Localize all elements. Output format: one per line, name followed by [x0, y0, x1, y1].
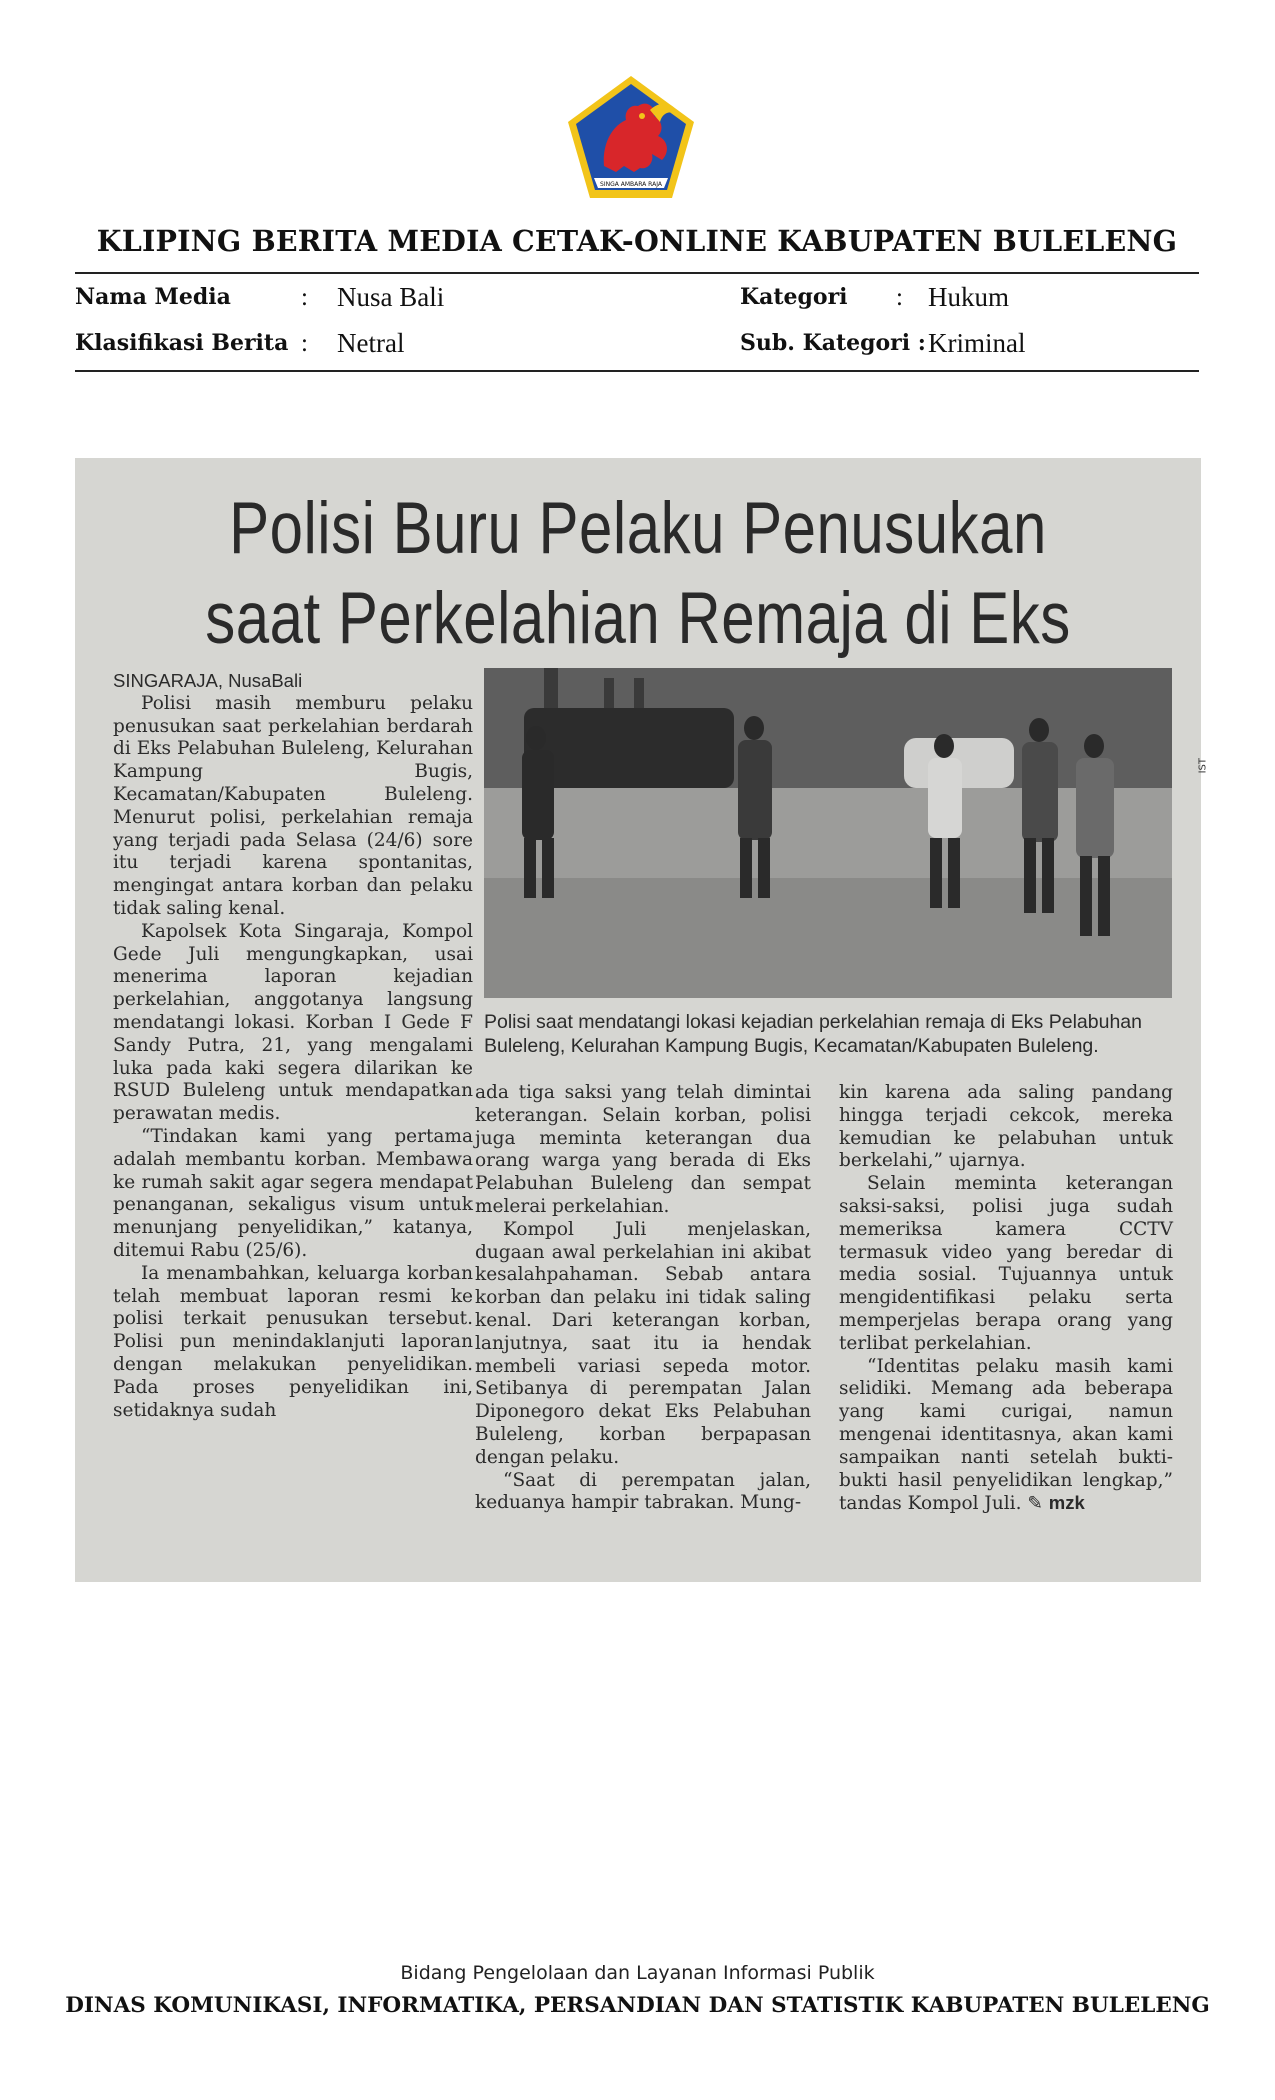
klasifikasi-value: Netral: [337, 328, 405, 358]
article-paragraph: “Saat di perempatan jalan, keduanya hampir tabrakan. Mung-: [475, 1469, 811, 1514]
footer-department: DINAS KOMUNIKASI, INFORMATIKA, PERSANDIAN DAN STATISTIK KABUPATEN BULELENG: [65, 1993, 1210, 2018]
nama-media-label: Nama Media: [75, 284, 231, 310]
article-paragraph: Selain meminta keterangan saksi-saksi, polisi juga sudah memeriksa kamera CCTV termasuk video yang beredar di media sosial. Tujuannya untuk mengidentifikasi pelaku serta memperjelas berapa orang yang terlibat perkelahian.: [839, 1173, 1173, 1354]
article-paragraph: [839, 1356, 1173, 1517]
article-dateline: SINGARAJA, NusaBali: [113, 670, 303, 691]
header-divider: [75, 272, 1199, 274]
footer-division: Bidang Pengelolaan dan Layanan Informasi Publik: [400, 1962, 875, 1984]
photo-credit: IST: [1197, 758, 1208, 774]
kategori-label: Kategori: [740, 284, 848, 310]
klasifikasi-label: Klasifikasi Berita: [75, 330, 289, 356]
photo-caption: Polisi saat mendatangi lokasi kejadian perkelahian remaja di Eks Pelabuhan Buleleng, Kelurahan Kampung Bugis, Kecamatan/Kabupaten Buleleng.: [484, 1011, 1142, 1057]
signoff-icon: ✎: [1027, 1493, 1043, 1515]
emblem-motto: SINGA AMBARA RAJA: [600, 181, 662, 188]
nama-media-colon: :: [301, 284, 308, 311]
article-column-3: [839, 1082, 1173, 1516]
article-photo: [484, 668, 1172, 998]
article-paragraph: Ia menambahkan, keluarga korban telah membuat laporan resmi ke polisi terkait penusukan tersebut. Polisi pun menindaklanjuti laporan dengan melakukan penyelidikan. Pada proses penyelidikan ini, setidaknya sudah: [113, 1262, 473, 1421]
article-closing-text: “Identitas pelaku masih kami selidiki. Memang ada beberapa yang kami curigai, namun mengenai identitasnya, akan kami sampaikan nanti setelah bukti-bukti hasil penyelidikan lengkap,” tandas Kompol Juli.: [839, 1355, 1173, 1515]
article-paragraph: ada tiga saksi yang telah dimintai keterangan. Selain korban, polisi juga meminta keterangan dua orang warga yang berada di Eks Pelabuhan Buleleng dan sempat melerai perkelahian.: [475, 1082, 811, 1217]
sub-kategori-value: Kriminal: [928, 328, 1026, 358]
article-paragraph: “Tindakan kami yang pertama adalah membantu korban. Membawa ke rumah sakit agar segera mendapat penanganan, sekaligus visum untuk menunjang penyelidikan,” katanya, ditemui Rabu (25/6).: [113, 1125, 473, 1261]
article-column-1: [113, 670, 473, 1422]
kategori-value: Hukum: [928, 282, 1009, 312]
nama-media-value: Nusa Bali: [337, 282, 445, 312]
article-headline-line-2: saat Perkelahian Remaja di Eks: [205, 577, 1071, 659]
klasifikasi-colon: :: [301, 330, 308, 357]
author-signoff: mzk: [1048, 1492, 1085, 1514]
article-headline-line-1: Polisi Buru Pelaku Penusukan: [229, 487, 1047, 569]
article-paragraph: Polisi masih memburu pelaku penusukan saat perkelahian berdarah di Eks Pelabuhan Buleleng, Kelurahan Kampung Bugis, Kecamatan/Kabupaten Buleleng. Menurut polisi, perkelahian remaja yang terjadi pada Selasa (24/6) sore itu terjadi karena spontanitas, mengingat antara korban dan pelaku tidak saling kenal.: [113, 692, 473, 919]
kategori-colon: :: [896, 284, 903, 311]
article-paragraph: Kapolsek Kota Singaraja, Kompol Gede Juli mengungkapkan, usai menerima laporan kejadian perkelahian, anggotanya langsung mendatangi lokasi. Korban I Gede F Sandy Putra, 21, yang mengalami luka pada kaki segera dilarikan ke RSUD Buleleng untuk mendapatkan perawatan medis.: [113, 920, 473, 1125]
article-paragraph: kin karena ada saling pandang hingga terjadi cekcok, mereka kemudian ke pelabuhan untuk berkelahi,” ujarnya.: [839, 1082, 1173, 1172]
buleleng-emblem-icon: [564, 74, 698, 202]
sub-kategori-label: Sub. Kategori :: [740, 330, 926, 356]
article-column-2: [475, 1082, 811, 1515]
document-title: KLIPING BERITA MEDIA CETAK-ONLINE KABUPATEN BULELENG: [96, 224, 1178, 258]
newspaper-clipping: [75, 458, 1208, 1582]
article-paragraph: Kompol Juli menjelaskan, dugaan awal perkelahian ini akibat kesalahpahaman. Sebab antara korban dan pelaku ini tidak saling kenal. Dari keterangan korban, lanjutnya, saat itu ia hendak membeli variasi sepeda motor. Setibanya di perempatan Jalan Diponegoro dekat Eks Pelabuhan Buleleng, korban berpapasan dengan pelaku.: [475, 1218, 811, 1468]
meta-divider: [75, 370, 1199, 372]
